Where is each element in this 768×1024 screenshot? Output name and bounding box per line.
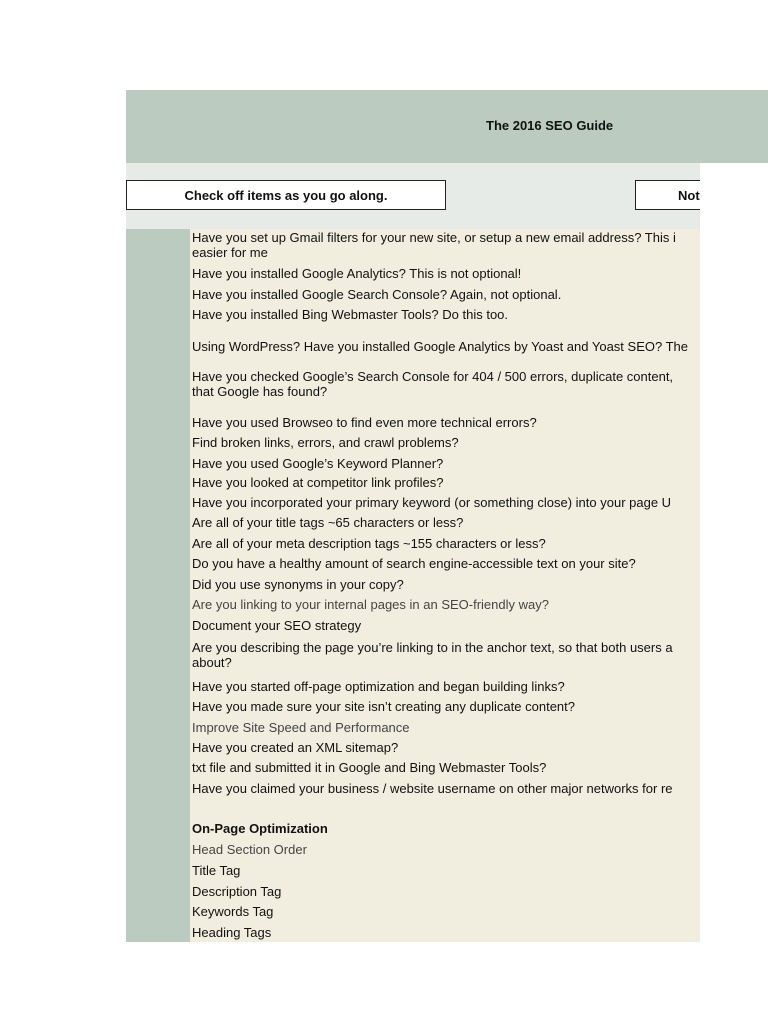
checklist-item[interactable]: Have you started off-page optimization and began building links? xyxy=(192,679,565,694)
checklist-item[interactable]: Do you have a healthy amount of search engine-accessible text on your site? xyxy=(192,556,636,571)
page-title: The 2016 SEO Guide xyxy=(486,118,614,133)
checklist-item[interactable]: Have you checked Google’s Search Console for 404 / 500 errors, duplicate content, that Google has found? xyxy=(192,369,674,399)
checklist-item[interactable]: Have you made sure your site isn’t creating any duplicate content? xyxy=(192,699,575,714)
checklist-item[interactable]: Head Section Order xyxy=(192,842,307,857)
checklist-item[interactable]: Have you used Browseo to find even more technical errors? xyxy=(192,415,537,430)
checklist-item[interactable]: Have you used Google’s Keyword Planner? xyxy=(192,456,444,471)
checklist-item[interactable]: txt file and submitted it in Google and Bing Webmaster Tools? xyxy=(192,760,547,775)
notes-header-cell[interactable]: Not xyxy=(635,180,701,210)
checklist-item[interactable]: Have you incorporated your primary keyword (or something close) into your page U xyxy=(192,495,672,510)
section-heading: On-Page Optimization xyxy=(192,821,328,836)
checkbox-column[interactable] xyxy=(126,229,190,942)
checklist-item[interactable]: Have you created an XML sitemap? xyxy=(192,740,399,755)
checklist-item[interactable]: Have you installed Google Search Console? Again, not optional. xyxy=(192,287,562,302)
checklist-item[interactable]: Description Tag xyxy=(192,884,282,899)
checklist-item[interactable]: Improve Site Speed and Performance xyxy=(192,720,410,735)
checklist-item[interactable]: Have you claimed your business / website username on other major networks for re xyxy=(192,781,673,796)
checklist-item[interactable]: Keywords Tag xyxy=(192,904,274,919)
checklist-area xyxy=(190,229,700,942)
title-band xyxy=(126,90,768,163)
checklist-item[interactable]: Did you use synonyms in your copy? xyxy=(192,577,404,592)
checklist-item[interactable]: Have you installed Bing Webmaster Tools? Do this too. xyxy=(192,307,509,322)
checklist-item[interactable]: Heading Tags xyxy=(192,925,272,940)
checklist-item[interactable]: Are all of your meta description tags ~155 characters or less? xyxy=(192,536,546,551)
checklist-item[interactable]: Are you linking to your internal pages in an SEO-friendly way? xyxy=(192,597,549,612)
spreadsheet-sheet xyxy=(126,90,768,942)
check-off-instruction-cell[interactable]: Check off items as you go along. xyxy=(126,180,446,210)
checklist-item[interactable]: Are all of your title tags ~65 characters or less? xyxy=(192,515,464,530)
checklist-item[interactable]: Document your SEO strategy xyxy=(192,618,362,633)
checklist-item[interactable]: Find broken links, errors, and crawl problems? xyxy=(192,435,459,450)
checklist-item[interactable]: Have you looked at competitor link profiles? xyxy=(192,475,444,490)
checklist-item[interactable]: Are you describing the page you’re linking to in the anchor text, so that both users a about? xyxy=(192,640,673,670)
checklist-item[interactable]: Using WordPress? Have you installed Google Analytics by Yoast and Yoast SEO? The xyxy=(192,339,688,354)
notes-column xyxy=(700,163,768,942)
checklist-item[interactable]: Have you installed Google Analytics? This is not optional! xyxy=(192,266,522,281)
checklist-item[interactable]: Have you set up Gmail filters for your new site, or setup a new email address? This i easier for me xyxy=(192,230,676,260)
checklist-item[interactable]: Title Tag xyxy=(192,863,241,878)
